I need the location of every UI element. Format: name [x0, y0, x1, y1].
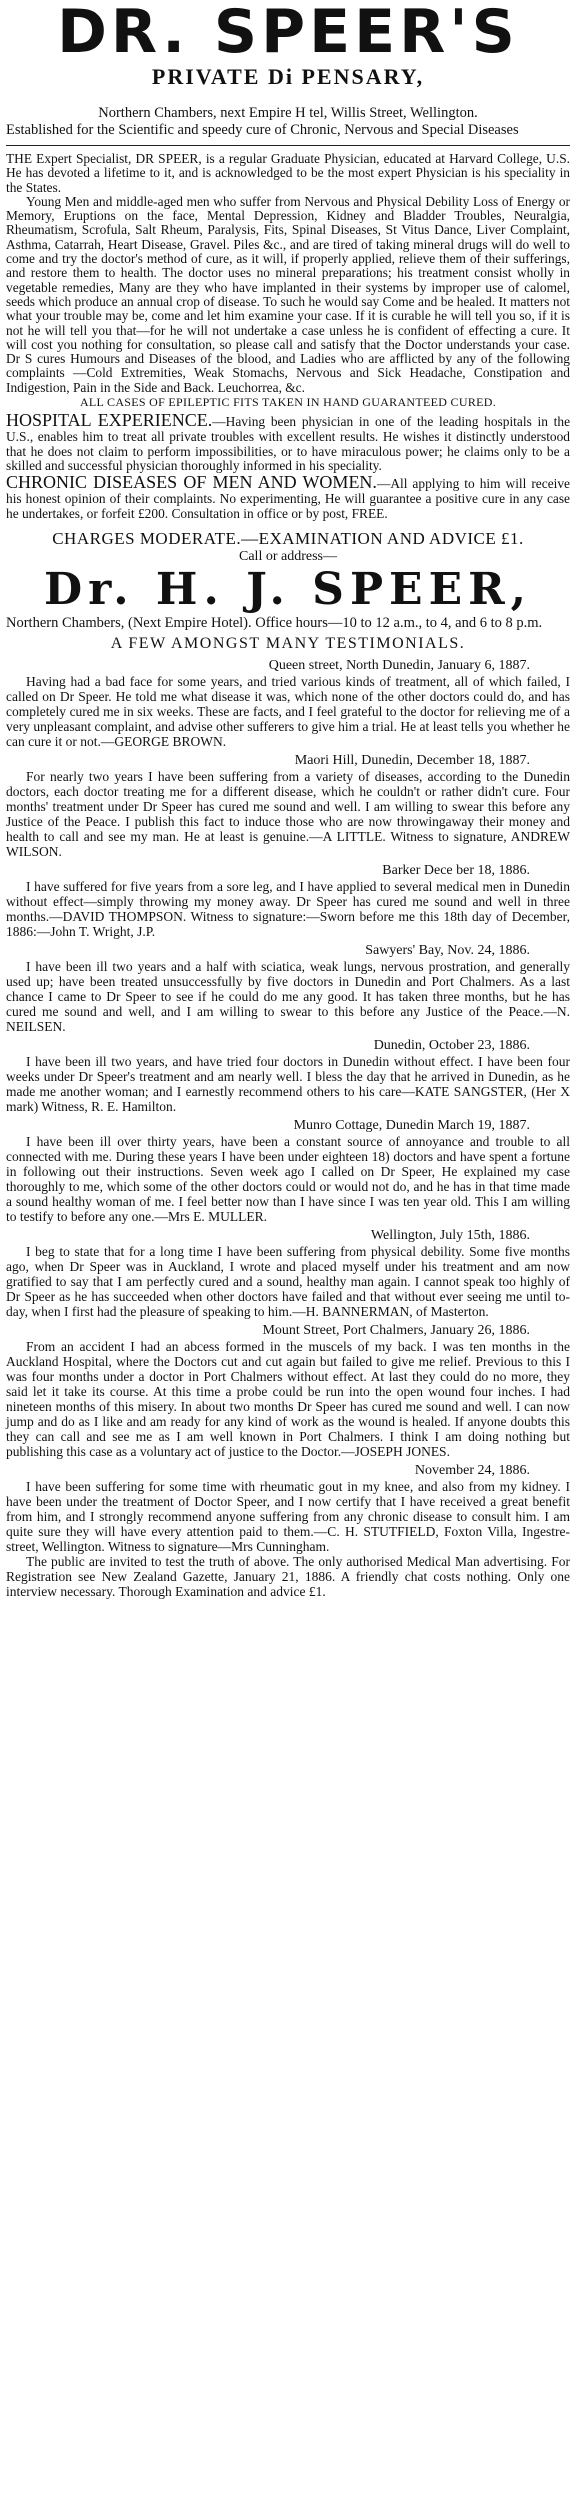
testimonial-location: Munro Cottage, Dunedin March 19, 1887.	[293, 1117, 530, 1133]
testimonial	[6, 1463, 570, 1554]
testimonial-location: Barker Dece ber 18, 1886.	[382, 862, 530, 878]
testimonial	[6, 1228, 570, 1319]
chronic-heading: CHRONIC DISEASES OF MEN AND WOMEN.	[6, 472, 377, 493]
testimonial-location: Wellington, July 15th, 1886.	[370, 1227, 530, 1243]
testimonial	[6, 863, 570, 939]
doctor-name: Dr. H. J. SPEER,	[43, 563, 532, 615]
chronic-text: —All applying to him will receive his honest opinion of their complaints. No experimenting, He will guarantee a positive cure in any case he undertakes, or forfeit £200. Consultation in office or by post, FREE.	[6, 476, 570, 521]
testimonial	[6, 943, 570, 1034]
testimonial-location: Sawyers' Bay, Nov. 24, 1886.	[365, 942, 530, 958]
testimonial-text: I have been ill two years, and have tried four doctors in Dunedin without effect. I have been four weeks under Dr Speer's treatment and am nearly well. I bless the day that he arrived in Dunedin, as he made me another woman; and I earnestly recommend others to his care—KATE SANGSTER, (Her X mark) Witness, R. E. Hamilton.	[6, 1053, 570, 1114]
testimonials-heading: A FEW AMONGST MANY TESTIMONIALS.	[110, 634, 466, 652]
advert-subtitle: PRIVATE Di PENSARY,	[151, 64, 425, 89]
testimonial-location: Queen street, North Dunedin, January 6, 1887.	[268, 657, 530, 673]
testimonial-text: I beg to state that for a long time I have been suffering from physical debility. Some five months ago, when Dr Speer was in Auckland, I wrote and placed myself under his treatment and am now gratified to say that I am perfectly cured and a sound, healthy man again. I cannot speak too highly of Dr Speer as he has succeeded when other doctors have failed and that without ever seeing me until to-day, when I first had the pleasure of speaking to him.—H. BANNERMAN, of Masterton.	[6, 1243, 570, 1319]
testimonial	[6, 753, 570, 859]
testimonial	[6, 1038, 570, 1114]
advertisement	[0, 2, 576, 2494]
call-or-address: Call or address—	[239, 548, 337, 564]
testimonial-text: I have been ill over thirty years, have been a constant source of annoyance and trouble to all connected with me. During these years I have been under eighteen 18) doctors and have spent a fortune in following out their instructions. Seven week ago I called on Dr Speer, He explained my case thoroughly to me, which some of the other doctors could or would not do, and he has in that time made a sound healthy woman of me. I feel better now than I have since I was ten year old. This I am willing to testify to before any one.—Mrs E. MULLER.	[6, 1133, 570, 1224]
dispensary-address: Northern Chambers, next Empire H tel, Willis Street, Wellington.	[98, 105, 478, 121]
testimonial-location: Maori Hill, Dunedin, December 18, 1887.	[294, 752, 530, 768]
office-hours: Northern Chambers, (Next Empire Hotel). Office hours—10 to 12 a.m., to 4, and 6 to 8 p.m.	[6, 614, 543, 631]
testimonial-text: I have been suffering for some time with rheumatic gout in my knee, and also from my kidney. I have been under the treatment of Doctor Speer, and I now certify that I have received a great benefit from him, and I strongly recommend anyone suffering from any chronic disease to consult him. I am quite sure they will have every attention paid to them.—C. H. STUTFIELD, Foxton Villa, Ingestre-street, Wellington. Witness to signature—Mrs Cunningham.	[6, 1478, 570, 1554]
hospital-text: —Having been physician in one of the leading hospitals in the U.S., enables him to treat all private troubles with excellent results. He wishes it distinctly understood that he does not claim to perform impossibilities, or to have miraculous power; he claims only to be a skilled and successful physician thoroughly informed in his speciality.	[6, 414, 571, 473]
testimonial-location: Mount Street, Port Chalmers, January 26, 1886.	[262, 1322, 530, 1338]
epileptic-notice: ALL CASES OF EPILEPTIC FITS TAKEN IN HAND GUARANTEED CURED.	[79, 395, 497, 410]
testimonial	[6, 658, 570, 749]
testimonial-text: Having had a bad face for some years, and tried various kinds of treatment, all of which failed, I called on Dr Speer. He told me what disease it was, which none of the other doctors could do, and has completely cured me in six weeks. These are facts, and I feel grateful to the doctor for relieving me of a very unpleasant complaint, and advise other sufferers to give him a trial. He at least tells you whether he can cure it or not.—GEORGE BROWN.	[6, 673, 570, 749]
divider	[6, 145, 570, 146]
testimonial-text: From an accident I had an abcess formed in the muscels of my back. I was ten months in the Auckland Hospital, where the Doctors cut and cut again but failed to give me relief. Previous to this I was four months under a doctor in Port Chalmers without effect. At last they could do no more, they said let it take its course. At this time a probe could be run into the open wound four inches. I had nineteen months of this misery. In about two months Dr Speer has cured me sound and well. I can now jump and do as I like and am ready for any kind of work as the wound is healed. If anyone doubts this they can call and see me as I am well known in Port Chalmers. I think I am doing nothing but publishing this case as a voluntary act of justice to the Doctor.—JOSEPH JONES.	[6, 1338, 570, 1459]
testimonial	[6, 1118, 570, 1224]
chronic-paragraph	[6, 473, 570, 521]
testimonial-text: For nearly two years I have been suffering from a variety of diseases, according to the Dunedin doctors, each doctor treating me for a different disease, which he couldn't or rather didn't cure. Four months' treatment under Dr Speer has cured me sound and well. I am willing to swear this before any Justice of the Peace. I publish this fact to induce those who are now throwingaway their money and health to call and see my man. He at least is genuine.—A LITTLE. Witness to signature, ANDREW WILSON.	[6, 768, 570, 859]
hospital-paragraph	[6, 411, 570, 473]
header	[6, 2, 570, 139]
testimonials-list	[6, 658, 570, 1599]
advert-title: DR. SPEER'S	[57, 0, 519, 67]
intro-paragraph: THE Expert Specialist, DR SPEER, is a regular Graduate Physician, educated at Harvard College, U.S. He has devoted a lifetime to it, and is acknowledged to be the most expert Physician is his speciality in the States.	[6, 151, 570, 195]
closing-paragraph: The public are invited to test the truth of above. The only authorised Medical Man advertising. For Registration see New Zealand Gazette, January 21, 1886. A friendly chat costs nothing. Only one interview necessary. Thorough Examination and advice £1.	[6, 1553, 570, 1599]
testimonial-location: November 24, 1886.	[414, 1462, 530, 1478]
testimonial-text: I have been ill two years and a half with sciatica, weak lungs, nervous prostration, and generally used up; have been treated unsuccessfully by five doctors in Dunedin and Port Chalmers. As a last chance I came to Dr Speer to see if he could do me any good. It has taken three months, but he has cured me sound and well, and I am willing to swear to this before any Justice of the Peace.—N. NEILSEN.	[6, 958, 570, 1034]
charges-line: CHARGES MODERATE.—EXAMINATION AND ADVICE £1.	[52, 528, 524, 548]
testimonial-location: Dunedin, October 23, 1886.	[373, 1037, 530, 1053]
conditions-paragraph: Young Men and middle-aged men who suffer from Nervous and Physical Debility Loss of Energy or Memory, Eruptions on the face, Mental Depression, Kidney and Bladder Troubles, Neuralgia, Rheumatism, Scrofula, Salt Rheum, Paralysis, Fits, Spinal Diseases, St Vitus Dance, Liver Complaint, Asthma, Catarrah, Heart Disease, Gravel. Piles &c., and are tired of taking mineral drugs will do well to come and try the doctor's method of cure, as it will, if properly applied, relieve them of their sufferings, and restore them to health. The doctor uses no mineral preparations; his treatment consist wholly in vegetable remedies, Many are they who have implanted in their systems by improper use of calomel, seeds which produce an annual crop of disease. To such he would say Come and be healed. It matters not what your trouble may be, come and let him examine your case. If it is curable he will tell you so, if it is not he will tell you that—for he will not undertake a case unless he is confident of effecting a cure. It will cost you nothing for consultation, so please call and satisfy that the Doctor understands your case. Dr S cures Humours and Diseases of the blood, and Ladies who are afflicted by any of the following complaints —Cold Extremities, Weak Stomachs, Nervous and Sick Headache, Constipation and Indigestion, Pain in the Side and Back. Leuchorrea, &c.	[6, 193, 570, 395]
hospital-heading: HOSPITAL EXPERIENCE.	[6, 410, 213, 431]
testimonial	[6, 1323, 570, 1459]
testimonial-text: I have suffered for five years from a sore leg, and I have applied to several medical men in Dunedin without effect—simply throwing my money away. Dr Speer has cured me sound and well in three months.—DAVID THOMPSON. Witness to signature:—Sworn before me this 18th day of December, 1886:—John T. Wright, J.P.	[6, 878, 570, 939]
established-line: Established for the Scientific and speedy cure of Chronic, Nervous and Special Diseases	[6, 122, 519, 138]
